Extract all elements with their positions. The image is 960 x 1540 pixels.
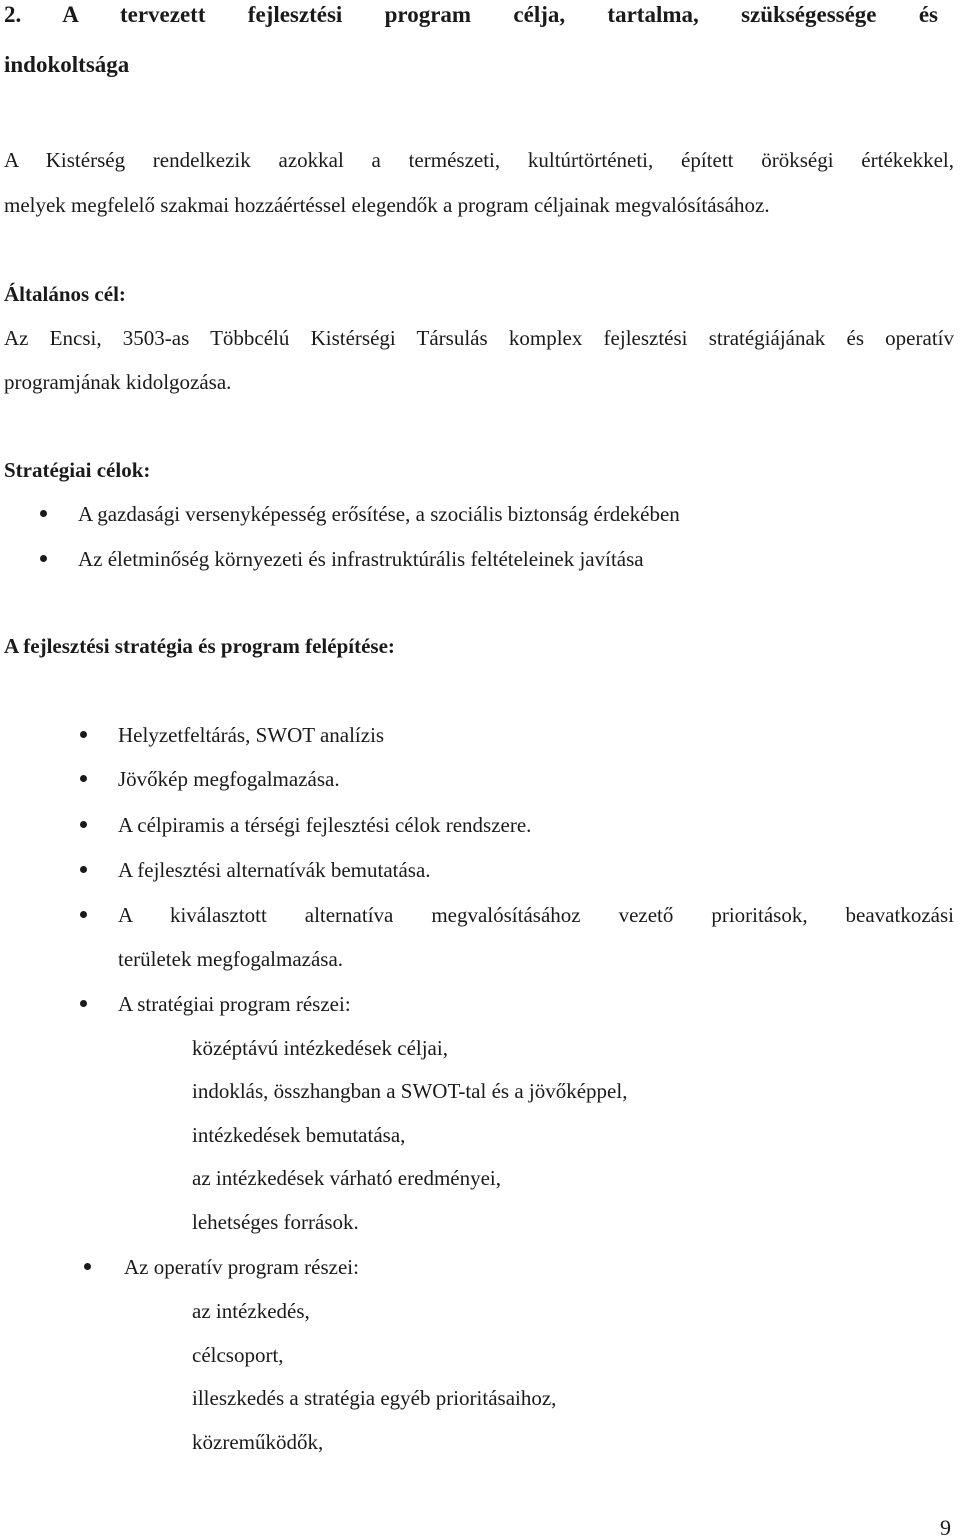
general-goal-line-1: Az Encsi, 3503-as Többcélú Kistérségi Társulás komplex fejlesztési stratégiájának és operatív: [4, 326, 954, 350]
strategic-goal-item: A gazdasági versenyképesség erősítése, a szociális biztonság érdekében: [78, 502, 680, 526]
structure-title: A fejlesztési stratégia és program felépítése:: [4, 634, 395, 658]
bullet-icon: [40, 555, 47, 562]
structure-item: A kiválasztott alternatíva megvalósításához vezető prioritások, beavatkozási: [118, 903, 954, 927]
structure-item: A fejlesztési alternatívák bemutatása.: [118, 858, 431, 882]
strategic-part-item: az intézkedések várható eredményei,: [192, 1166, 502, 1190]
strategic-part-item: indoklás, összhangban a SWOT-tal és a jövőképpel,: [192, 1079, 628, 1103]
operative-part-item: illeszkedés a stratégia egyéb prioritásaihoz,: [192, 1386, 557, 1410]
structure-item-continuation: területek megfogalmazása.: [118, 947, 344, 971]
intro-line-1: A Kistérség rendelkezik azokkal a természeti, kultúrtörténeti, épített örökségi értékekkel,: [4, 148, 954, 172]
intro-line-2: melyek megfelelő szakmai hozzáértéssel elegendők a program céljainak megvalósításához.: [4, 193, 770, 217]
structure-item: Jövőkép megfogalmazása.: [118, 767, 340, 791]
operative-part-item: közreműködők,: [192, 1430, 324, 1454]
bullet-icon: [80, 775, 87, 782]
general-goal-title: Általános cél:: [4, 282, 126, 306]
operative-part-item: célcsoport,: [192, 1343, 284, 1367]
bullet-icon: [80, 821, 87, 828]
bullet-icon: [40, 510, 47, 517]
section-heading-line-2: indokoltsága: [4, 52, 130, 77]
operative-part-item: az intézkedés,: [192, 1299, 310, 1323]
bullet-icon: [84, 1263, 91, 1270]
operative-program-title: Az operatív program részei:: [124, 1255, 359, 1279]
bullet-icon: [80, 731, 87, 738]
bullet-icon: [80, 1000, 87, 1007]
structure-item: Helyzetfeltárás, SWOT analízis: [118, 723, 385, 747]
structure-item: A célpiramis a térségi fejlesztési célok rendszere.: [118, 813, 532, 837]
strategic-goals-title: Stratégiai célok:: [4, 458, 151, 482]
section-heading-line-1: 2. A tervezett fejlesztési program célja, tartalma, szükségessége és: [4, 2, 938, 27]
strategic-goal-item: Az életminőség környezeti és infrastruktúrális feltételeinek javítása: [78, 547, 644, 571]
strategic-part-item: középtávú intézkedések céljai,: [192, 1036, 448, 1060]
structure-item: A stratégiai program részei:: [118, 992, 351, 1016]
bullet-icon: [80, 866, 87, 873]
general-goal-line-2: programjának kidolgozása.: [4, 370, 232, 394]
strategic-part-item: intézkedések bemutatása,: [192, 1123, 406, 1147]
page-number: 9: [940, 1515, 951, 1540]
bullet-icon: [80, 911, 87, 918]
strategic-part-item: lehetséges források.: [192, 1210, 359, 1234]
